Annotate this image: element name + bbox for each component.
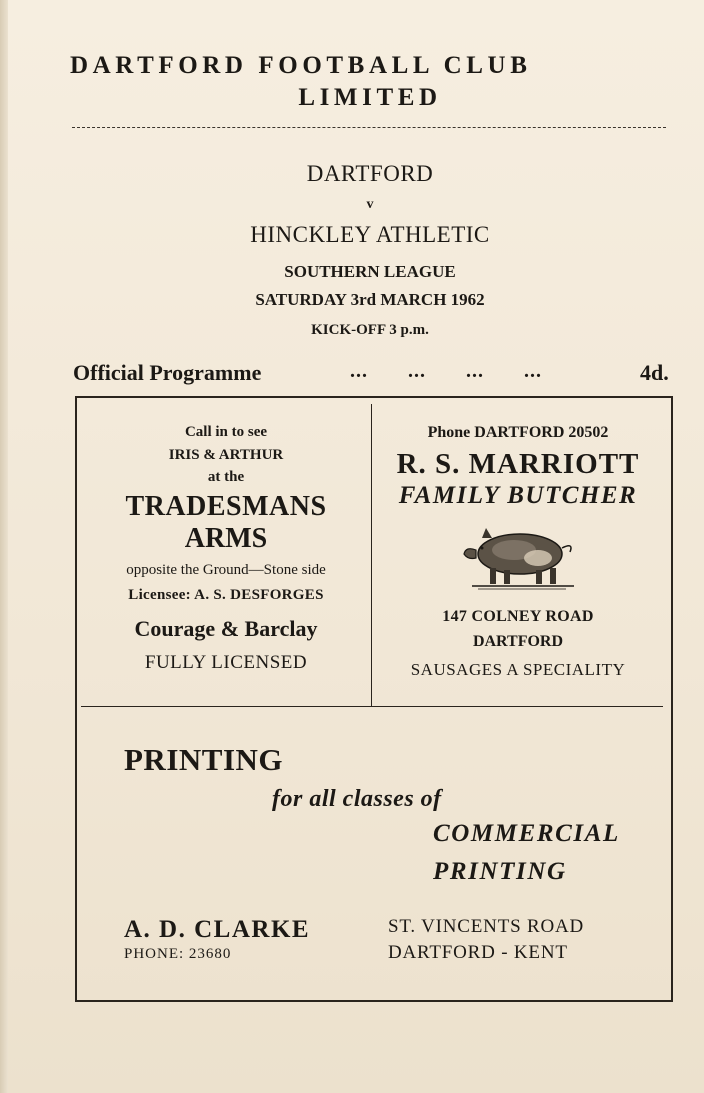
pub-name-line2: ARMS	[184, 523, 268, 554]
printer-headline: PRINTING	[124, 742, 284, 777]
home-team: DARTFORD	[306, 161, 434, 186]
butcher-phone: Phone DARTFORD 20502	[427, 424, 609, 441]
pub-ad-at: at the	[207, 469, 245, 485]
pub-ad-hosts: IRIS & ARTHUR	[168, 447, 284, 463]
pub-ad-intro: Call in to see	[184, 424, 268, 440]
butcher-address-town: DARTFORD	[472, 633, 564, 650]
programme-price: 4d.	[640, 360, 669, 385]
printer-address-street: ST. VINCENTS ROAD	[388, 916, 585, 937]
competition: SOUTHERN LEAGUE	[284, 262, 456, 281]
pub-licensee: Licensee: A. S. DESFORGES	[128, 587, 324, 603]
butcher-trade: FAMILY BUTCHER	[398, 482, 638, 509]
butcher-address-street: 147 COLNEY ROAD	[442, 608, 594, 625]
printer-type-1: COMMERCIAL	[433, 820, 620, 847]
printer-phone: PHONE: 23680	[124, 946, 232, 962]
match-date: SATURDAY 3rd MARCH 1962	[255, 290, 485, 309]
versus-label: v	[366, 197, 374, 212]
header-divider	[72, 127, 666, 128]
printer-address-town: DARTFORD - KENT	[388, 942, 568, 963]
pub-beers: Courage & Barclay	[134, 616, 318, 641]
printer-name: A. D. CLARKE	[124, 916, 311, 943]
pub-license: FULLY LICENSED	[144, 652, 308, 673]
printer-type-2: PRINTING	[433, 858, 567, 885]
butcher-tagline: SAUSAGES A SPECIALITY	[410, 660, 626, 679]
butcher-name: R. S. MARRIOTT	[396, 448, 640, 480]
club-suffix: LIMITED	[298, 84, 442, 111]
away-team: HINCKLEY ATHLETIC	[250, 222, 490, 247]
printer-subline: for all classes of	[272, 786, 442, 812]
pub-name-line1: TRADESMANS	[125, 491, 327, 522]
programme-leader-dots: ... ... ... ...	[350, 360, 542, 382]
pub-location: opposite the Ground—Stone side	[126, 562, 326, 578]
kickoff-time: KICK-OFF 3 p.m.	[311, 322, 429, 338]
pig-icon	[462, 522, 582, 592]
programme-label: Official Programme	[73, 360, 262, 385]
club-name: DARTFORD FOOTBALL CLUB	[70, 52, 532, 79]
